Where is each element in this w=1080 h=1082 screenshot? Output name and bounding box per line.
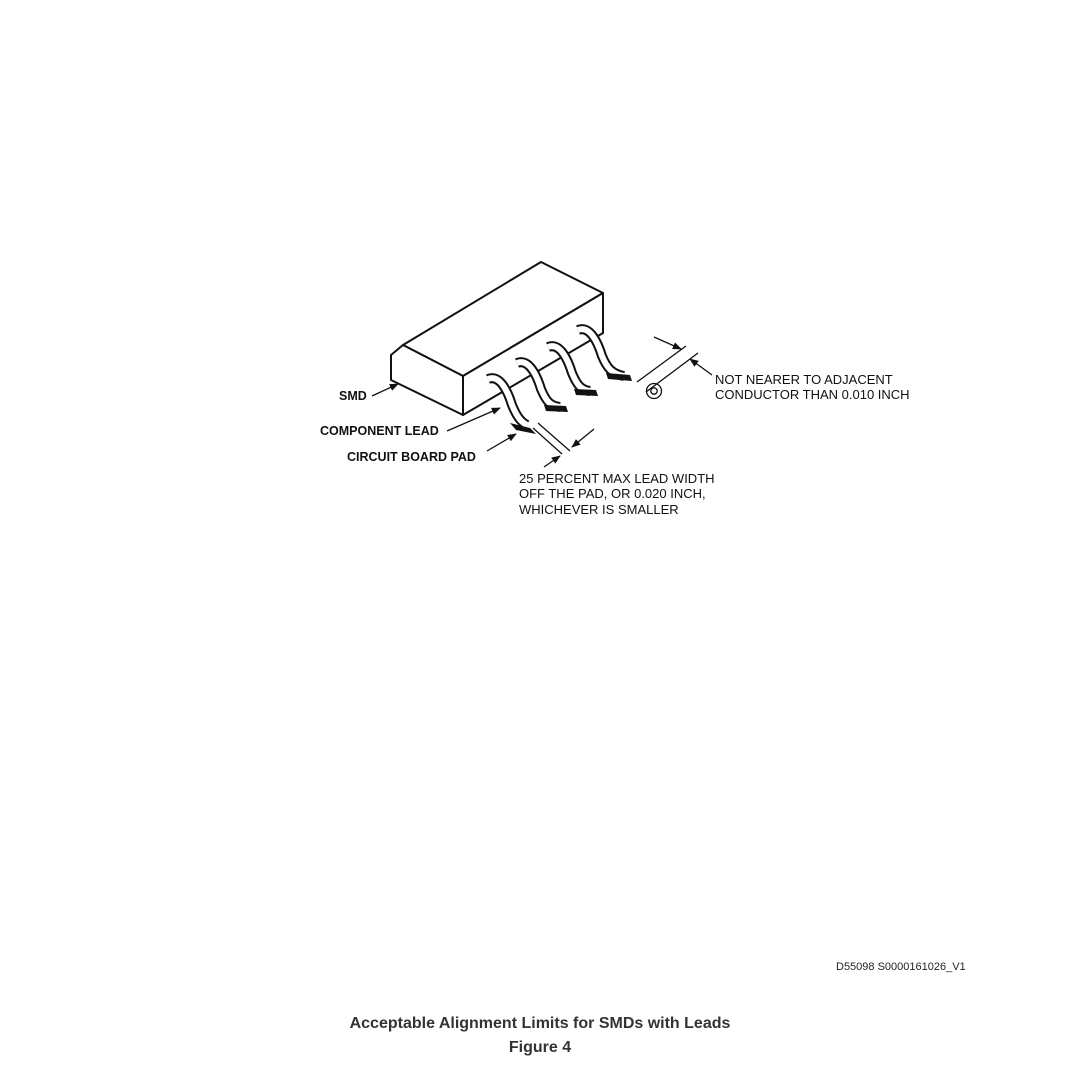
circuit-board-pad-leader (487, 434, 516, 451)
overhang-note-line-1: 25 PERCENT MAX LEAD WIDTH (519, 471, 715, 486)
component-lead-label: COMPONENT LEAD (320, 424, 439, 438)
overhang-dimension (533, 423, 594, 467)
figure-number: Figure 4 (508, 1039, 572, 1056)
smd-label: SMD (339, 389, 367, 403)
reference-code: D55098 S0000161026_V1 (836, 961, 966, 973)
smd-leader (372, 384, 398, 396)
circuit-board-pad-label: CIRCUIT BOARD PAD (347, 450, 476, 464)
spacing-dimension (637, 337, 712, 392)
spacing-note-line-2: CONDUCTOR THAN 0.010 INCH (715, 387, 910, 402)
overhang-note-line-2: OFF THE PAD, OR 0.020 INCH, (519, 486, 706, 501)
circuit-board-pad-3 (574, 389, 598, 396)
figure-title: Acceptable Alignment Limits for SMDs with Leads (349, 1015, 731, 1032)
circuit-board-pad-2 (544, 405, 568, 412)
smd-body (391, 262, 603, 415)
spacing-note-line-1: NOT NEARER TO ADJACENT (715, 372, 893, 387)
overhang-note-line-3: WHICHEVER IS SMALLER (519, 502, 679, 517)
circuit-board-pad-4 (606, 373, 632, 381)
